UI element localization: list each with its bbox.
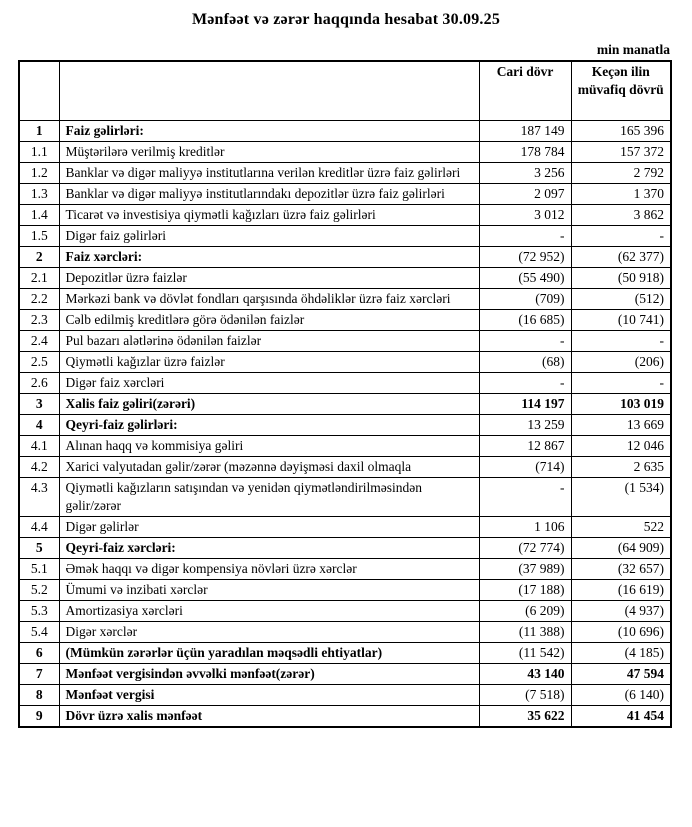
row-label-cell: Xalis faiz gəliri(zərəri) [59,394,479,415]
header-label-cell [59,61,479,121]
table-row [19,268,671,289]
table-row [19,310,671,331]
previous-value-cell: 12 046 [571,436,671,457]
previous-value-cell: (64 909) [571,538,671,559]
row-label-cell: Faiz gəlirləri: [59,121,479,142]
current-value-cell: (709) [479,289,571,310]
row-label-cell: Cəlb edilmiş kreditlərə görə ödənilən faizlər [59,310,479,331]
current-value-cell: 114 197 [479,394,571,415]
table-row [19,184,671,205]
row-number-cell: 4.2 [19,457,59,478]
table-row [19,457,671,478]
header-number-cell [19,61,59,121]
row-number-cell: 9 [19,706,59,728]
row-number-cell: 5 [19,538,59,559]
current-value-cell: - [479,331,571,352]
previous-value-cell: 2 635 [571,457,671,478]
row-label-cell: Əmək haqqı və digər kompensiya növləri üzrə xərclər [59,559,479,580]
current-value-cell: (7 518) [479,685,571,706]
previous-value-cell: - [571,373,671,394]
row-number-cell: 2.5 [19,352,59,373]
col-header-current-period: Cari dövr [479,61,571,121]
previous-value-cell: - [571,226,671,247]
previous-value-cell: 2 792 [571,163,671,184]
table-row [19,415,671,436]
table-row [19,352,671,373]
row-number-cell: 5.4 [19,622,59,643]
previous-value-cell: (206) [571,352,671,373]
table-row [19,664,671,685]
row-label-cell: Faiz xərcləri: [59,247,479,268]
current-value-cell: 2 097 [479,184,571,205]
table-row [19,643,671,664]
current-value-cell: (72 952) [479,247,571,268]
row-label-cell: Banklar və digər maliyyə institutlarındakı depozitlər üzrə faiz gəlirləri [59,184,479,205]
previous-value-cell: 41 454 [571,706,671,728]
current-value-cell: - [479,478,571,517]
previous-value-cell: - [571,331,671,352]
table-row [19,163,671,184]
row-label-cell: Mənfəət vergisindən əvvəlki mənfəət(zərər) [59,664,479,685]
row-number-cell: 3 [19,394,59,415]
row-number-cell: 4.1 [19,436,59,457]
current-value-cell: - [479,373,571,394]
table-row [19,559,671,580]
current-value-cell: (72 774) [479,538,571,559]
table-header [19,61,671,121]
previous-value-cell: (512) [571,289,671,310]
table-row [19,478,671,517]
current-value-cell: (714) [479,457,571,478]
row-number-cell: 2.4 [19,331,59,352]
row-number-cell: 2.3 [19,310,59,331]
row-label-cell: Ümumi və inzibati xərclər [59,580,479,601]
previous-value-cell: (10 741) [571,310,671,331]
current-value-cell: 178 784 [479,142,571,163]
table-row [19,205,671,226]
row-number-cell: 5.2 [19,580,59,601]
row-label-cell: Xarici valyutadan gəlir/zərər (məzənnə dəyişməsi daxil olmaqla [59,457,479,478]
row-label-cell: Mənfəət vergisi [59,685,479,706]
table-row [19,331,671,352]
current-value-cell: - [479,226,571,247]
profit-loss-table [18,60,672,728]
row-number-cell: 1.5 [19,226,59,247]
previous-value-cell: (16 619) [571,580,671,601]
table-body [19,121,671,728]
current-value-cell: (68) [479,352,571,373]
row-number-cell: 5.3 [19,601,59,622]
previous-value-cell: 1 370 [571,184,671,205]
row-label-cell: Alınan haqq və kommisiya gəliri [59,436,479,457]
previous-value-cell: (62 377) [571,247,671,268]
current-value-cell: 1 106 [479,517,571,538]
row-number-cell: 4.4 [19,517,59,538]
row-label-cell: Dövr üzrə xalis mənfəət [59,706,479,728]
table-row [19,289,671,310]
previous-value-cell: (10 696) [571,622,671,643]
table-row [19,622,671,643]
row-number-cell: 5.1 [19,559,59,580]
row-number-cell: 2 [19,247,59,268]
previous-value-cell: (4 185) [571,643,671,664]
row-label-cell: Qiymətli kağızlar üzrə faizlər [59,352,479,373]
row-label-cell: Müştərilərə verilmiş kreditlər [59,142,479,163]
row-number-cell: 2.2 [19,289,59,310]
row-label-cell: Ticarət və investisiya qiymətli kağızları üzrə faiz gəlirləri [59,205,479,226]
row-label-cell: Qeyri-faiz xərcləri: [59,538,479,559]
row-number-cell: 4 [19,415,59,436]
row-label-cell: Pul bazarı alətlərinə ödənilən faizlər [59,331,479,352]
page-title: Mənfəət və zərər haqqında hesabat 30.09.25 [191,11,501,28]
current-value-cell: 3 256 [479,163,571,184]
table-row [19,247,671,268]
current-value-cell: (6 209) [479,601,571,622]
previous-value-cell: 165 396 [571,121,671,142]
col-header-previous-period: Keçən ilin müvafiq dövrü [571,61,671,121]
previous-value-cell: (6 140) [571,685,671,706]
current-value-cell: (11 388) [479,622,571,643]
row-number-cell: 1.4 [19,205,59,226]
row-number-cell: 1.2 [19,163,59,184]
previous-value-cell: (1 534) [571,478,671,517]
row-number-cell: 4.3 [19,478,59,517]
previous-value-cell: (50 918) [571,268,671,289]
table-row [19,436,671,457]
row-label-cell: Amortizasiya xərcləri [59,601,479,622]
row-number-cell: 1 [19,121,59,142]
previous-value-cell: 47 594 [571,664,671,685]
row-number-cell: 7 [19,664,59,685]
row-number-cell: 1.3 [19,184,59,205]
previous-value-cell: 13 669 [571,415,671,436]
row-label-cell: Qeyri-faiz gəlirləri: [59,415,479,436]
table-row [19,394,671,415]
current-value-cell: 13 259 [479,415,571,436]
table-row [19,538,671,559]
current-value-cell: 35 622 [479,706,571,728]
current-value-cell: 3 012 [479,205,571,226]
current-value-cell: (37 989) [479,559,571,580]
row-number-cell: 2.6 [19,373,59,394]
table-row [19,373,671,394]
table-row [19,517,671,538]
table-row [19,121,671,142]
row-label-cell: Mərkəzi bank və dövlət fondları qarşısında öhdəliklər üzrə faiz xərcləri [59,289,479,310]
row-label-cell: Digər faiz gəlirləri [59,226,479,247]
previous-value-cell: 157 372 [571,142,671,163]
row-label-cell: Digər gəlirlər [59,517,479,538]
header-row [19,61,671,121]
row-label-cell: Digər faiz xərcləri [59,373,479,394]
row-label-cell: Banklar və digər maliyyə institutlarına verilən kreditlər üzrə faiz gəlirləri [59,163,479,184]
row-number-cell: 6 [19,643,59,664]
row-label-cell: Digər xərclər [59,622,479,643]
unit-note: min manatla [596,42,670,57]
previous-value-cell: (32 657) [571,559,671,580]
current-value-cell: 187 149 [479,121,571,142]
current-value-cell: (11 542) [479,643,571,664]
row-label-cell: (Mümkün zərərlər üçün yaradılan məqsədli ehtiyatlar) [59,643,479,664]
current-value-cell: (55 490) [479,268,571,289]
row-number-cell: 2.1 [19,268,59,289]
current-value-cell: 12 867 [479,436,571,457]
current-value-cell: 43 140 [479,664,571,685]
row-label-cell: Qiymətli kağızların satışından və yenidən qiymətləndirilməsindən gəlir/zərər [59,478,479,517]
row-label-cell: Depozitlər üzrə faizlər [59,268,479,289]
previous-value-cell: 522 [571,517,671,538]
table-row [19,580,671,601]
table-row [19,226,671,247]
table-row [19,685,671,706]
table-row [19,601,671,622]
current-value-cell: (16 685) [479,310,571,331]
previous-value-cell: 3 862 [571,205,671,226]
previous-value-cell: 103 019 [571,394,671,415]
current-value-cell: (17 188) [479,580,571,601]
row-number-cell: 1.1 [19,142,59,163]
table-row [19,706,671,728]
table-row [19,142,671,163]
previous-value-cell: (4 937) [571,601,671,622]
row-number-cell: 8 [19,685,59,706]
